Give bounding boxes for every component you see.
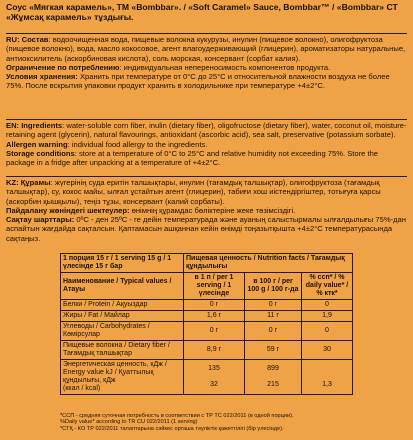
row-per100: 59 г bbox=[245, 341, 302, 360]
row-daily: 0 bbox=[302, 300, 353, 311]
en-ingredients-label: EN: Ingredients bbox=[6, 121, 63, 130]
energy-kj-100: 899 bbox=[267, 365, 279, 372]
row-per-serving: 0 г bbox=[184, 300, 245, 311]
table-row bbox=[61, 322, 353, 341]
row-per-serving: 8,9 г bbox=[184, 341, 245, 360]
row-label: Белки / Protein / Ақуыздар bbox=[61, 300, 184, 311]
energy-kcal-serving: 32 bbox=[210, 381, 218, 388]
en-storage-text: : store at a temperature of 0°C to 25°C and relative humidity not exceeding 75%. Store the package in a fridge after unpacking at a temperature of +4±2°C. bbox=[6, 148, 379, 168]
table-row bbox=[61, 360, 353, 395]
row-per100: 0 г bbox=[245, 300, 302, 311]
portion-cell: 1 порция 15 г / 1 serving 15 g / 1 үлесінде 15 г бар bbox=[61, 254, 184, 273]
kz-section bbox=[6, 178, 408, 243]
ru-section bbox=[6, 35, 408, 91]
table-row bbox=[61, 273, 353, 300]
ru-restriction-text: : индивидуальная непереносимость компонентов продукта. bbox=[119, 62, 331, 72]
en-allergen-label: Allergen warning bbox=[6, 139, 68, 149]
row-label: Жиры / Fat / Майлар bbox=[61, 311, 184, 322]
kz-usage-text: өнімнің құрамдас бөліктеріне жеке төзімсіздігі. bbox=[129, 205, 296, 215]
en-storage-label: Storage conditions bbox=[6, 148, 75, 158]
nutrition-table bbox=[60, 253, 353, 395]
row-daily: 30 bbox=[302, 341, 353, 360]
table-row bbox=[61, 254, 353, 273]
ru-composition-text: : водоочищенная вода, пищевые волокна кукурузы, инулин (пищевое волокно), олигофруктоза (пищевое волокно), вода, масло кокосовое, агент влагоудерживающий (глицерин), ароматизаторы натуральные, антиоксилитель (аскорбиновая кислота), соль морская, консервант (сорбат калия). bbox=[6, 35, 406, 63]
energy-kcal-daily: 1,3 bbox=[322, 381, 332, 388]
table-row bbox=[61, 300, 353, 311]
row-label: Углеводы / Carbohydrates / Көмірсулар bbox=[61, 322, 184, 341]
footnote-kz: *СТҚ - КО ТР 022/2011 талаптарына сәйкес орташа тәуліктік қажеттілігі (бір үлесінде). bbox=[60, 425, 284, 432]
en-section bbox=[6, 121, 408, 167]
row-per100: 11 г bbox=[245, 311, 302, 322]
footnote-en: %Daily value* according to TR CU 022/2011 (1 serving) bbox=[60, 419, 198, 426]
energy-per-serving bbox=[184, 360, 245, 395]
kz-composition-label: KZ: Құрамы bbox=[6, 178, 51, 187]
nutrition-header: Пищевая ценность / Nutrition facts / Тағамдық құндылығы bbox=[184, 254, 353, 273]
row-daily: 1,9 bbox=[302, 311, 353, 322]
name-header: Наименование / Typical values / Атауы bbox=[61, 273, 184, 300]
table-row bbox=[61, 311, 353, 322]
en-ingredients-text: : water-soluble corn fiber, inulin (dietary fiber), oligofructose (dietary fiber), water, coconut oil, moisture-retaining agent (glycerin), natural flavourings, antioxidant (ascorbic acid), sea salt, preservative (potassium sorbate). bbox=[6, 121, 407, 140]
en-allergen-text: : individual food allergy to the ingredients. bbox=[67, 139, 208, 149]
energy-label bbox=[61, 360, 184, 395]
footnote-ru: *ССП - средняя суточная потребность в соответствии с ТР ТС 022/2011 (в одной порции). bbox=[60, 413, 294, 419]
row-label: Пищевые волокна / Dietary fiber / Тағамдық талшықтар bbox=[61, 341, 184, 360]
ru-composition-label: RU: Состав bbox=[6, 35, 49, 44]
row-per-serving: 1,6 г bbox=[184, 311, 245, 322]
row-per100: 0 г bbox=[245, 322, 302, 341]
ru-storage-label: Условия хранения: bbox=[6, 72, 78, 82]
kz-storage-text: 0ºС - ден 25ºС - ге дейін температурада және ауаның салыстырмалы ылғалдылығы 75%-дан аспайтын жағдайда сақталсын. Қаптамасын ашқаннан кейін өнімді тоңазытқышта +4±2°С температурасында сақтаңыз. bbox=[6, 215, 406, 243]
kz-storage-label: Сақтау шарттары: bbox=[6, 215, 75, 225]
energy-daily bbox=[302, 360, 353, 395]
ru-restriction-label: Ограничение по потреблению bbox=[6, 62, 120, 72]
energy-per100 bbox=[245, 360, 302, 395]
energy-kcal-100: 215 bbox=[267, 381, 279, 388]
energy-kj-label: Энергетическая ценность, кДж / Energy value kJ / Қуаттылық құндылығы, кДж bbox=[63, 361, 167, 384]
divider bbox=[6, 119, 407, 120]
per-serving-header: в 1 п / per 1 serving / 1 үлесінде bbox=[184, 273, 245, 300]
table-row bbox=[61, 341, 353, 360]
kz-composition-text: : жүгерінің суда еритін талшықтары, инулин (тағамдық талшықтар), олигофруктоза (тағамдық талшықтар), су, кокос майы, ылғал ұстайтын агент (глицерин), табиғи хош иістендіргіштер, тотығуға қарсы (аскорбин қышқылы), теңіз тұзы, консервант (калий сорбаты). bbox=[6, 178, 381, 206]
product-title: Соус «Мягкая карамель», ТМ «Bombbar». / «Soft Caramel» Sauce, Bombbar™ / «Bombbar» СТ «Жұмсақ карамель» тұздығы. bbox=[6, 2, 398, 22]
daily-header: % ссп* / % daily value* / % ктк* bbox=[302, 273, 353, 300]
row-daily: 0 bbox=[302, 322, 353, 341]
ru-storage-text: Хранить при температуре от 0°С до 25°С и относительной влажности воздуха не более 75%. После вскрытия упаковки продукт хранить в холодильнике при температуре +4±2°С. bbox=[6, 72, 390, 91]
divider bbox=[6, 33, 407, 34]
energy-kj-serving: 135 bbox=[208, 365, 220, 372]
per100-header: в 100 г / per 100 g / 100 г-да bbox=[245, 273, 302, 300]
footnotes bbox=[60, 413, 360, 432]
row-per-serving: 0 г bbox=[184, 322, 245, 341]
kz-usage-label: Пайдалану жөніндегі шектеулер: bbox=[6, 205, 130, 215]
divider bbox=[6, 176, 407, 177]
energy-kcal-label: (ккал / kcal) bbox=[63, 385, 101, 392]
